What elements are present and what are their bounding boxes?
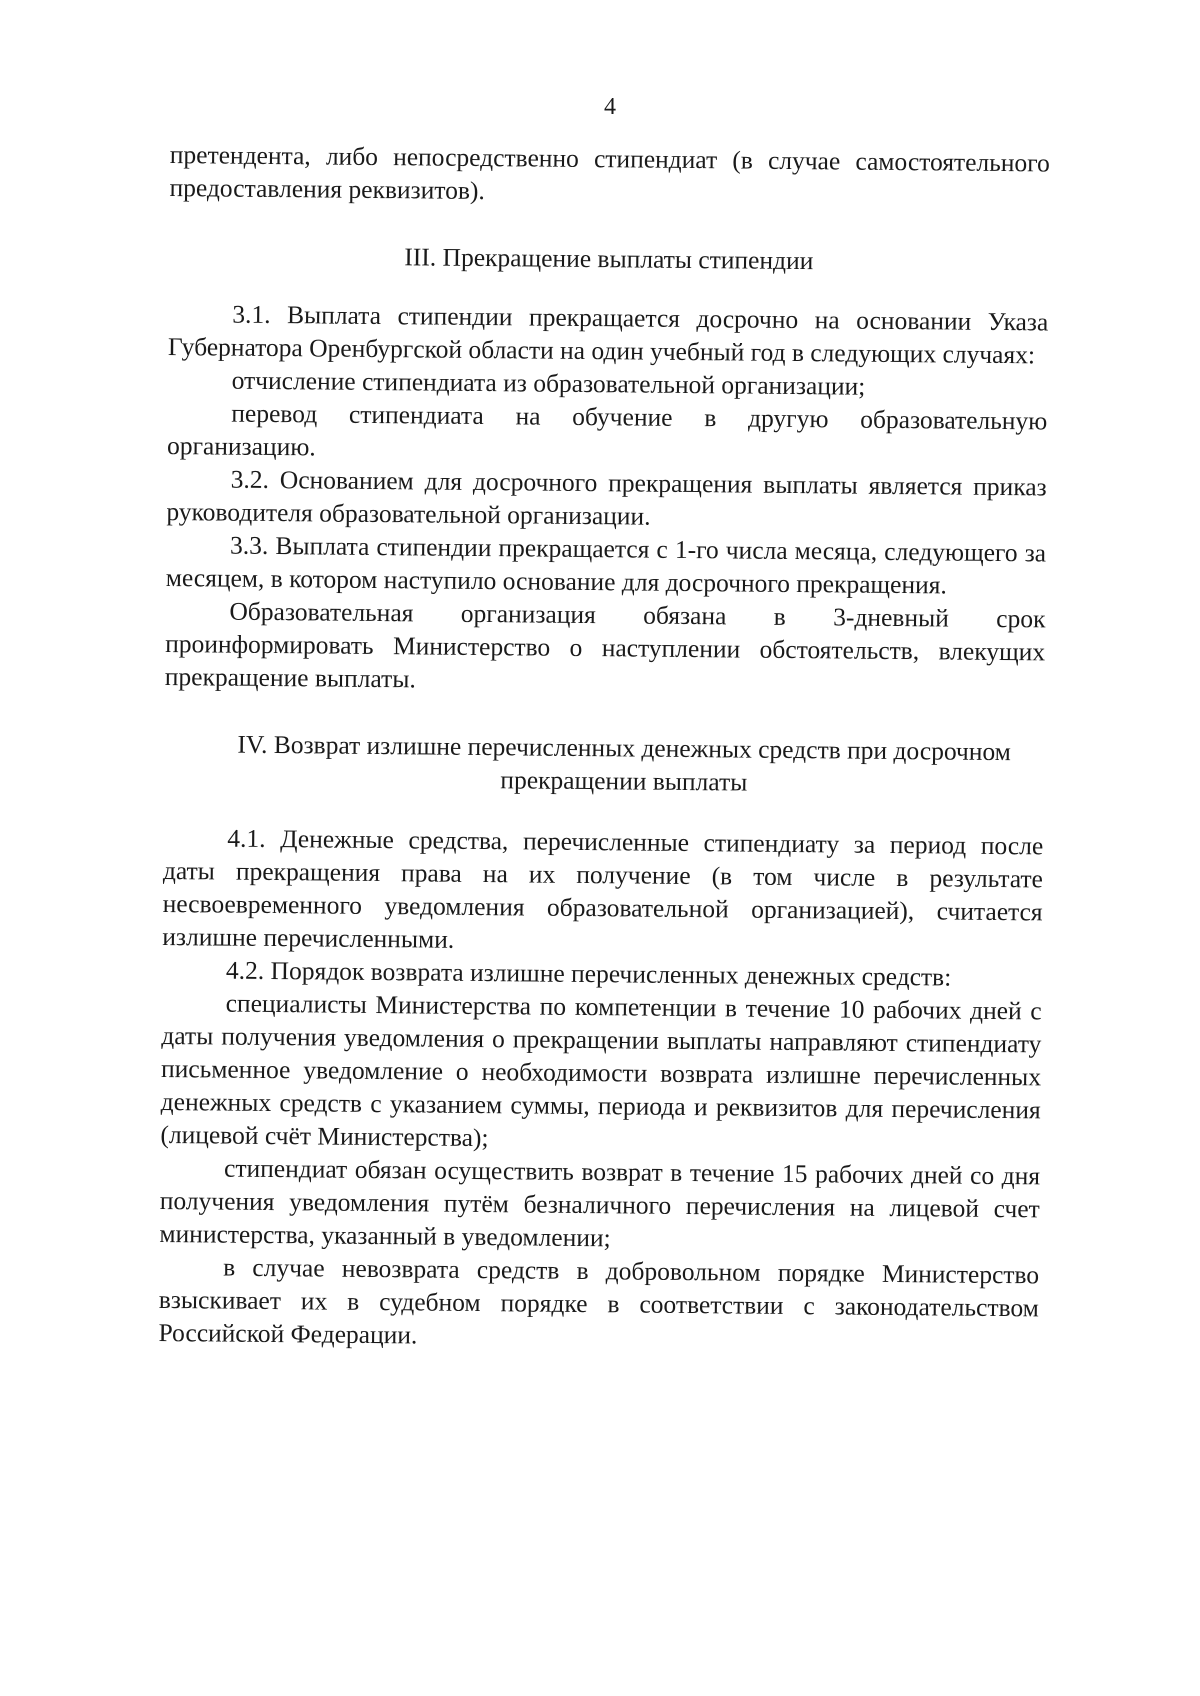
clause-4-1: 4.1. Денежные средства, перечисленные стипендиату за период после даты прекращения права на их получение (в том числе в результате несвоевременного уведомления образовательной организацией), считается излишне перечисленными. [162, 823, 1044, 954]
document-body [158, 138, 1050, 1357]
page-number: 4 [604, 94, 616, 120]
section-4-heading [204, 727, 1045, 801]
clause-3-2: 3.2. Основанием для досрочного прекращения выплаты является приказ руководителя образовательной организации. [166, 464, 1047, 531]
intro-paragraph: претендента, либо непосредственно стипендиат (в случае самостоятельного предоставления реквизитов). [169, 139, 1050, 206]
clause-3-1-case-2: перевод стипендиата на обучение в другую образовательную организацию. [166, 398, 1048, 462]
section-4-heading-line-2: прекращении выплаты [500, 765, 748, 797]
clause-4-2-step-2: стипендиат обязан осуществить возврат в течение 15 рабочих дней со дня получения уведомления путём безналичного перечисления на лицевой счет министерства, указанный в уведомлении; [159, 1153, 1041, 1253]
clause-4-2-step-1: специалисты Министерства по компетенции в течение 10 рабочих дней с даты получения уведомления о прекращении выплаты направляют стипендиату письменное уведомление о необходимости возврата излишне перечисленных денежных средств с указанием суммы, периода и реквизитов для перечисления (лицевой счёт Министерства); [160, 988, 1042, 1153]
section-4-heading-line-1: IV. Возврат излишне перечисленных денежных средств при досрочном [237, 729, 1012, 767]
clause-3-3-note: Образовательная организация обязана в 3-дневный срок проинформировать Министерство о наступлении обстоятельств, влекущих прекращение выплаты. [164, 596, 1046, 694]
clause-3-1-case-1: отчисление стипендиата из образовательной организации; [231, 365, 866, 401]
clause-3-3: 3.3. Выплата стипендии прекращается с 1-го числа месяца, следующего за месяцем, в котором наступило основание для досрочного прекращения. [165, 530, 1047, 600]
clause-4-2: 4.2. Порядок возврата излишне перечисленных денежных средств: [225, 955, 952, 992]
clause-3-1: 3.1. Выплата стипендии прекращается досрочно на основании Указа Губернатора Оренбургской области на один учебный год в следующих случаях: [167, 299, 1049, 370]
clause-4-2-step-3: в случае невозврата средств в добровольном порядке Министерство взыскивает их в судебном порядке в соответствии с законодательством Российской Федерации. [158, 1252, 1040, 1350]
section-3-heading: III. Прекращение выплаты стипендии [404, 242, 814, 276]
